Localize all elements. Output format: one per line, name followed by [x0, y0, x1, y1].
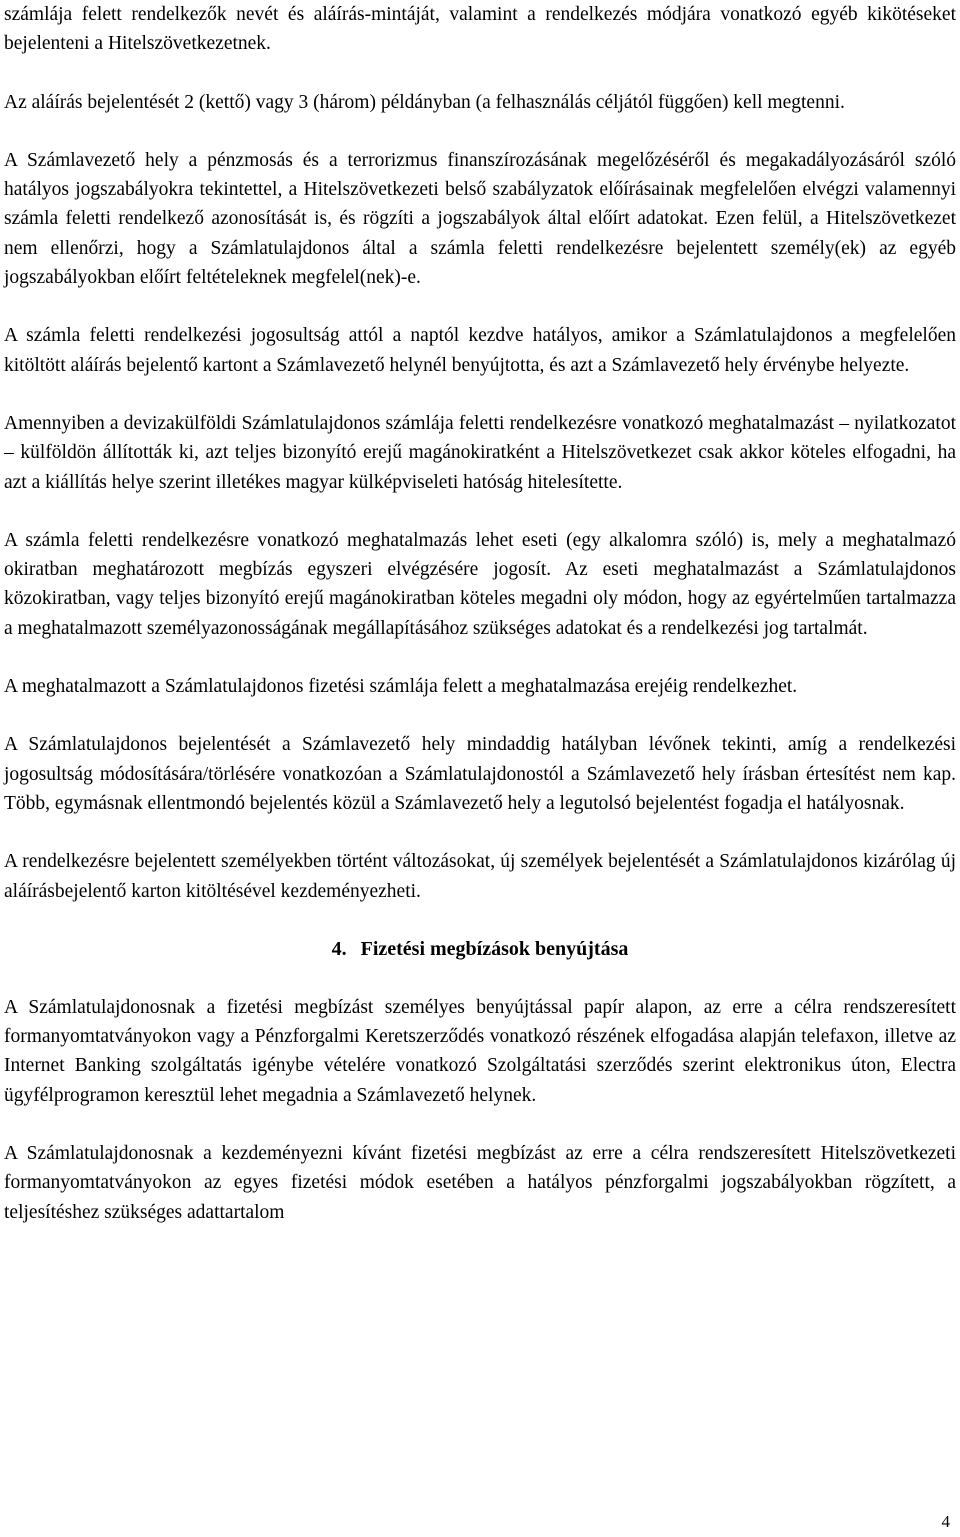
paragraph-spacer: [4, 59, 956, 88]
document-page: [4, 0, 956, 1227]
paragraph-submission-channels: A Számlatulajdonosnak a fizetési megbízást személyes benyújtással papír alapon, az erre a célra rendszeresített formanyomtatványokon vagy a Pénzforgalmi Keretszerződés vonatkozó részének elfogadása alapján telefaxon, illetve az Internet Banking szolgáltatás igénybe vételére vonatkozó Szolgáltatási szerződés szerint elektronikus úton, Electra ügyfélprogramon keresztül lehet megadnia a Számlavezető helynek.: [4, 996, 956, 1106]
paragraph-submission-forms: A Számlatulajdonosnak a kezdeményezni kívánt fizetési megbízást az erre a célra rendszeresített Hitelszövetkezeti formanyomtatványokon az egyes fizetési módok esetében a hatályos pénzforgalmi jogszabályokban rögzített, a teljesítéshez szükséges adattartalom: [4, 1143, 956, 1223]
paragraph-spacer: [4, 818, 956, 847]
paragraph-spacer: [4, 964, 956, 993]
section-title: Fizetési megbízások benyújtása: [360, 937, 629, 960]
paragraph-proxy-scope: A meghatalmazott a Számlatulajdonos fizetési számlája felett a meghatalmazása erejéig rendelkezhet.: [4, 676, 798, 698]
paragraph-foreign-proxy: Amennyiben a devizakülföldi Számlatulajdonos számlája feletti rendelkezésre vonatkozó meghatalmazást – nyilatkozatot – külföldön állították ki, azt teljes bizonyító erejű magánokiratként a Hitelszövetkezet csak akkor köteles elfogadni, ha azt a kiállítás helye szerint illetékes magyar külképviseleti hatóság hitelesítette.: [4, 412, 956, 493]
paragraph-money-laundering: A Számlavezető hely a pénzmosás és a terrorizmus finanszírozásának megelőzéséről és megakadályozásáról szóló hatályos jogszabályokra tekintettel, a Hitelszövetkezeti belső szabályzatok előírásainak megfelelően elvégzi valamennyi számla feletti rendelkező azonosítását is, és rögzíti a jogszabályok által előírt adatokat. Ezen felül, a Hitelszövetkezet nem ellenőrzi, hogy a Számlatulajdonos által a számla feletti rendelkezésre bejelentett személy(ek) az egyéb jogszabályokban előírt feltételeknek megfelel(nek)-e.: [4, 149, 956, 289]
paragraph-authorization-effective: A számla feletti rendelkezési jogosultság attól a naptól kezdve hatályos, amikor a Számlatulajdonos a megfelelően kitöltött aláírás bejelentő kartont a Számlavezető helynél benyújtotta, és azt a Számlavezető hely érvénybe helyezte.: [4, 325, 956, 376]
paragraph-notification-validity: A Számlatulajdonos bejelentését a Számlavezető hely mindaddig hatályban lévőnek tekinti, amíg a rendelkezési jogosultság módosítására/törlésére vonatkozóan a Számlatulajdonostól a Számlavezető hely írásban értesítést nem kap. Több, egymásnak ellentmondó bejelentés közül a Számlavezető hely a legutolsó bejelentést fogadja el hatályosnak.: [4, 734, 956, 814]
paragraph-spacer: [4, 701, 956, 730]
page-number: 4: [941, 1512, 950, 1531]
paragraph-spacer: [4, 1110, 956, 1139]
paragraph-signature-copies: Az aláírás bejelentését 2 (kettő) vagy 3 (három) példányban (a felhasználás céljától függően) kell megtenni.: [4, 91, 845, 113]
paragraph-spacer: [4, 906, 956, 935]
section-heading: [4, 935, 956, 964]
paragraph-signatories: számlája felett rendelkezők nevét és aláírás-mintáját, valamint a rendelkezés módjára vonatkozó egyéb kikötéseket bejelenteni a Hitelszövetkezetnek.: [4, 4, 956, 55]
paragraph-spacer: [4, 497, 956, 526]
paragraph-spacer: [4, 380, 956, 409]
paragraph-spacer: [4, 117, 956, 146]
paragraph-one-time-proxy: A számla feletti rendelkezésre vonatkozó meghatalmazás lehet eseti (egy alkalomra szóló) is, mely a meghatalmazó okiratban meghatározott megbízás egyszeri elvégzésére jogosít. Az eseti meghatalmazást a Számlatulajdonos közokiratban, vagy teljes bizonyító erejű magánokiratban köteles megadni oly módon, hogy az egyértelműen tartalmazza a meghatalmazott személyazonosságának megállapításához szükséges adatokat és a rendelkezési jog tartalmát.: [4, 529, 956, 639]
paragraph-changes: A rendelkezésre bejelentett személyekben történt változásokat, új személyek bejelentését a Számlatulajdonos kizárólag új aláírásbejelentő karton kitöltésével kezdeményezheti.: [4, 851, 956, 902]
paragraph-spacer: [4, 643, 956, 672]
section-number: 4.: [331, 937, 347, 960]
paragraph-spacer: [4, 292, 956, 321]
